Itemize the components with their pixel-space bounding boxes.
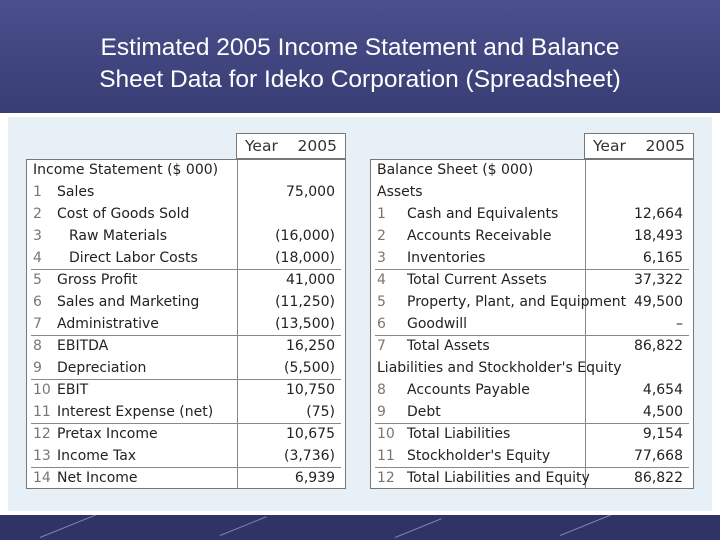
asset-row xyxy=(371,314,693,336)
row-label: Accounts Payable xyxy=(407,382,530,398)
liabilities-section-header xyxy=(371,358,693,380)
row-number: 8 xyxy=(33,338,42,354)
row-label: EBIT xyxy=(57,382,89,398)
row-value: (16,000) xyxy=(275,228,335,244)
slide-content xyxy=(0,113,720,515)
row-value: 10,675 xyxy=(286,426,335,442)
balance-year-value: 2005 xyxy=(645,137,685,155)
row-value: 12,664 xyxy=(634,206,683,222)
row-label: Interest Expense (net) xyxy=(57,404,214,420)
row-value: 4,500 xyxy=(642,404,683,420)
row-label: Income Tax xyxy=(57,448,137,464)
row-number: 5 xyxy=(33,272,42,288)
row-number: 4 xyxy=(33,250,42,266)
row-number: 12 xyxy=(377,470,395,486)
row-label: Administrative xyxy=(57,316,159,332)
income-statement-table xyxy=(26,159,346,489)
title-line-2: Sheet Data for Ideko Corporation (Spreadsheet) xyxy=(99,66,621,93)
decorative-streak xyxy=(395,518,442,538)
row-value: (18,000) xyxy=(275,250,335,266)
row-value: 16,250 xyxy=(286,338,335,354)
row-label: Raw Materials xyxy=(69,228,168,244)
asset-row xyxy=(371,336,693,358)
liability-row xyxy=(371,468,693,490)
row-value: (75) xyxy=(306,404,335,420)
income-row xyxy=(27,248,345,270)
row-value: 4,654 xyxy=(642,382,683,398)
row-value: – xyxy=(676,316,683,332)
income-row xyxy=(27,446,345,468)
row-value: (3,736) xyxy=(283,448,335,464)
row-number: 1 xyxy=(377,206,386,222)
income-row xyxy=(27,204,345,226)
row-label: Pretax Income xyxy=(57,426,158,442)
liability-row xyxy=(371,424,693,446)
income-table-header: Income Statement ($ 000) xyxy=(33,162,219,178)
title-line-1: Estimated 2005 Income Statement and Balance xyxy=(100,34,620,61)
row-number: 3 xyxy=(377,250,386,266)
slide-footer xyxy=(0,515,720,540)
row-value: 86,822 xyxy=(634,470,683,486)
row-label: Total Liabilities xyxy=(407,426,511,442)
row-label: Total Liabilities and Equity xyxy=(407,470,590,486)
row-value: (13,500) xyxy=(275,316,335,332)
income-row xyxy=(27,336,345,358)
row-number: 1 xyxy=(33,184,42,200)
balance-table-header: Balance Sheet ($ 000) xyxy=(377,162,534,178)
row-label: Direct Labor Costs xyxy=(69,250,198,266)
income-row xyxy=(27,468,345,490)
row-value: 41,000 xyxy=(286,272,335,288)
row-label: Total Current Assets xyxy=(407,272,547,288)
row-label: Accounts Receivable xyxy=(407,228,552,244)
liabilities-header: Liabilities and Stockholder's Equity xyxy=(377,360,622,376)
row-value: 6,165 xyxy=(642,250,683,266)
asset-row xyxy=(371,204,693,226)
asset-row xyxy=(371,270,693,292)
row-label: Stockholder's Equity xyxy=(407,448,551,464)
row-number: 2 xyxy=(377,228,386,244)
row-value: 10,750 xyxy=(286,382,335,398)
row-number: 11 xyxy=(33,404,51,420)
row-value: 86,822 xyxy=(634,338,683,354)
asset-row xyxy=(371,226,693,248)
income-year-label: Year xyxy=(245,137,278,155)
row-label: Sales xyxy=(57,184,95,200)
row-number: 9 xyxy=(33,360,42,376)
row-number: 13 xyxy=(33,448,51,464)
row-number: 10 xyxy=(33,382,51,398)
row-label: Cost of Goods Sold xyxy=(57,206,190,222)
row-number: 2 xyxy=(33,206,42,222)
row-number: 6 xyxy=(33,294,42,310)
row-value: 9,154 xyxy=(642,426,683,442)
liability-row xyxy=(371,402,693,424)
income-row xyxy=(27,292,345,314)
row-label: Total Assets xyxy=(407,338,490,354)
row-label: EBITDA xyxy=(57,338,109,354)
balance-table-header-row xyxy=(371,160,693,182)
assets-section-header xyxy=(371,182,693,204)
income-year-header xyxy=(236,133,346,159)
row-value: 18,493 xyxy=(634,228,683,244)
row-number: 12 xyxy=(33,426,51,442)
row-label: Gross Profit xyxy=(57,272,138,288)
decorative-streak xyxy=(560,515,611,536)
income-year-value: 2005 xyxy=(297,137,337,155)
row-value: 6,939 xyxy=(294,470,335,486)
row-label: Net Income xyxy=(57,470,138,486)
income-row xyxy=(27,314,345,336)
row-value: (11,250) xyxy=(275,294,335,310)
row-label: Cash and Equivalents xyxy=(407,206,559,222)
income-row xyxy=(27,424,345,446)
row-number: 7 xyxy=(377,338,386,354)
row-number: 5 xyxy=(377,294,386,310)
balance-year-header xyxy=(584,133,694,159)
row-value: 77,668 xyxy=(634,448,683,464)
assets-header: Assets xyxy=(377,184,423,200)
slide-header xyxy=(0,0,720,113)
row-number: 9 xyxy=(377,404,386,420)
liability-row xyxy=(371,380,693,402)
asset-row xyxy=(371,292,693,314)
spreadsheet-area xyxy=(8,117,712,511)
row-value: 37,322 xyxy=(634,272,683,288)
row-label: Goodwill xyxy=(407,316,467,332)
income-row xyxy=(27,182,345,204)
row-number: 11 xyxy=(377,448,395,464)
row-number: 10 xyxy=(377,426,395,442)
row-value: 49,500 xyxy=(634,294,683,310)
row-number: 4 xyxy=(377,272,386,288)
income-table-header-row xyxy=(27,160,345,182)
row-number: 7 xyxy=(33,316,42,332)
row-value: 75,000 xyxy=(286,184,335,200)
row-label: Inventories xyxy=(407,250,486,266)
row-label: Debt xyxy=(407,404,441,420)
row-number: 3 xyxy=(33,228,42,244)
income-row xyxy=(27,358,345,380)
row-value: (5,500) xyxy=(283,360,335,376)
income-row xyxy=(27,226,345,248)
income-row xyxy=(27,270,345,292)
income-row xyxy=(27,380,345,402)
row-number: 14 xyxy=(33,470,51,486)
decorative-streak xyxy=(40,515,96,538)
row-number: 6 xyxy=(377,316,386,332)
row-label: Property, Plant, and Equipment xyxy=(407,294,627,310)
liability-row xyxy=(371,446,693,468)
balance-year-label: Year xyxy=(593,137,626,155)
row-number: 8 xyxy=(377,382,386,398)
slide-title xyxy=(0,32,720,96)
balance-sheet-table xyxy=(370,159,694,489)
row-label: Depreciation xyxy=(57,360,147,376)
row-label: Sales and Marketing xyxy=(57,294,200,310)
decorative-streak xyxy=(220,516,267,536)
income-row xyxy=(27,402,345,424)
asset-row xyxy=(371,248,693,270)
